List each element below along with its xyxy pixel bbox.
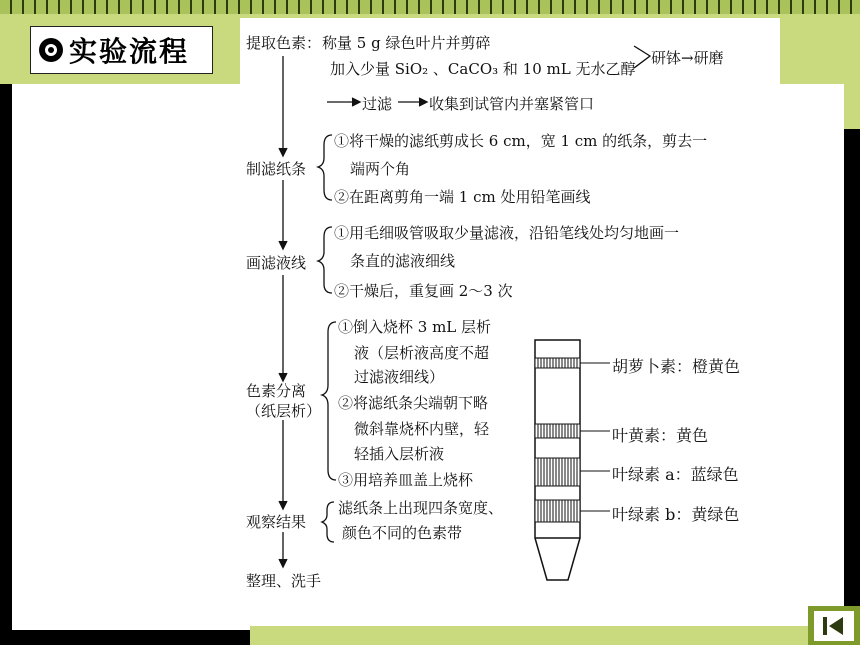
step-observe-item2: 颜色不同的色素带 (342, 524, 463, 542)
step-paper-item1a: ①将干燥的滤纸剪成长 6 cm，宽 1 cm 的纸条，剪去一 (334, 132, 708, 150)
step-extract-line1: 称量 5 g 绿色叶片并剪碎 (322, 34, 491, 52)
skip-to-start-icon[interactable] (814, 611, 854, 641)
step-line-item1b: 条直的滤液细线 (350, 252, 456, 270)
step-line-item1a: ①用毛细吸管吸取少量滤液，沿铅笔线处均匀地画一 (334, 224, 680, 242)
band-label-xanthophyll: 叶黄素：黄色 (612, 426, 709, 445)
step-observe-label: 观察结果 (246, 513, 307, 531)
step-observe-item1: 滤纸条上出现四条宽度、 (338, 499, 504, 517)
step-paper-label: 制滤纸条 (246, 160, 307, 178)
step-paper-item1b: 端两个角 (350, 160, 411, 178)
step-extract-collect: 收集到试管内并塞紧管口 (429, 95, 595, 113)
step-separate-item2c: 轻插入层析液 (354, 445, 445, 463)
step-finish-label: 整理、洗手 (246, 572, 322, 590)
step-line-item2: ②干燥后，重复画 2～3 次 (334, 282, 513, 300)
step-extract-label: 提取色素： (246, 34, 322, 52)
band-label-carotene: 胡萝卜素：橙黄色 (612, 357, 741, 376)
step-separate-item2a: ②将滤纸条尖端朝下略 (338, 394, 489, 412)
step-separate-label2: （纸层析） (246, 402, 322, 420)
step-separate-item1b: 液（层析液高度不超 (354, 344, 490, 362)
step-line-label: 画滤液线 (246, 254, 307, 272)
band-label-chl-a: 叶绿素 a：蓝绿色 (612, 465, 739, 484)
step-separate-label1: 色素分离 (246, 382, 307, 400)
step-paper-item2: ②在距离剪角一端 1 cm 处用铅笔画线 (334, 188, 591, 206)
step-extract-grind: 研钵→研磨 (651, 49, 724, 67)
band-label-chl-b: 叶绿素 b：黄绿色 (612, 505, 740, 524)
step-separate-item1a: ①倒入烧杯 3 mL 层析 (338, 318, 492, 336)
first-slide-button[interactable] (808, 606, 860, 645)
step-separate-item3: ③用培养皿盖上烧杯 (338, 471, 474, 489)
step-extract-filter: 过滤 (362, 95, 393, 113)
step-extract-line2: 加入少量 SiO₂ 、CaCO₃ 和 10 mL 无水乙醇 (330, 60, 636, 78)
footer-band (250, 626, 810, 645)
section-title: 实验流程 (69, 35, 190, 68)
step-separate-item1c: 过滤液细线） (354, 368, 445, 386)
step-separate-item2b: 微斜靠烧杯内壁，轻 (354, 420, 490, 438)
